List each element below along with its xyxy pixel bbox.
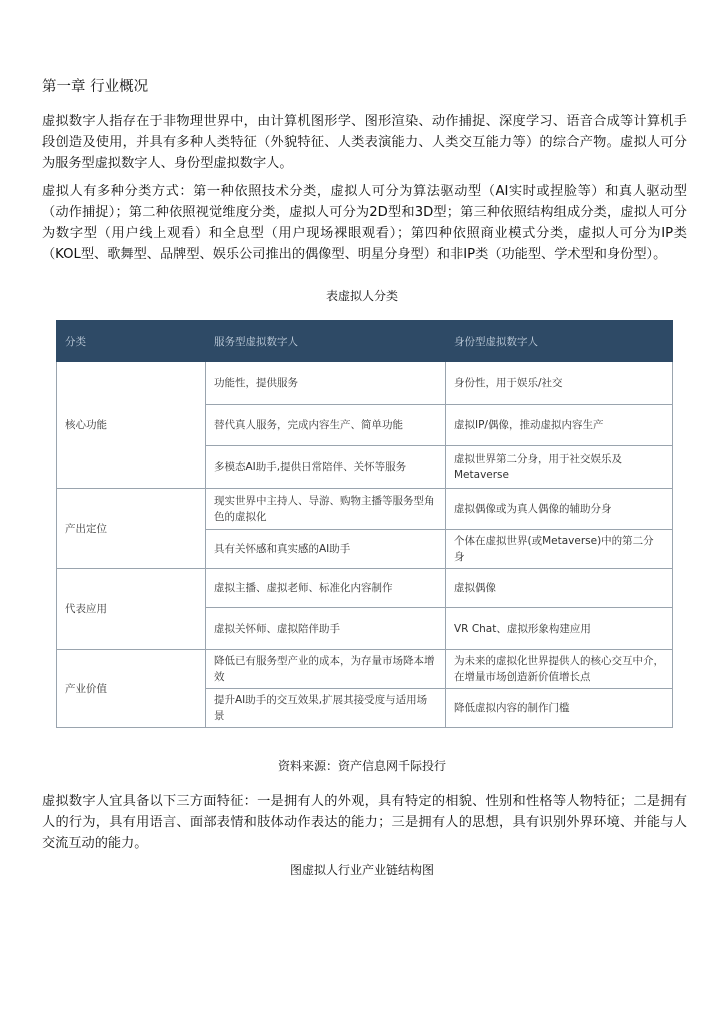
table-cell: 替代真人服务，完成内容生产、简单功能 bbox=[206, 405, 446, 446]
table-cell: 降低虚拟内容的制作门槛 bbox=[446, 689, 673, 728]
table-header-identity: 身份型虚拟数字人 bbox=[446, 321, 673, 362]
table-cell: 身份性，用于娱乐/社交 bbox=[446, 362, 673, 405]
table-cell: 提升AI助手的交互效果,扩展其接受度与适用场景 bbox=[206, 689, 446, 728]
table-cell: 虚拟IP/偶像，推动虚拟内容生产 bbox=[446, 405, 673, 446]
table-cell: 虚拟关怀师、虚拟陪伴助手 bbox=[206, 608, 446, 650]
chapter-title: 第一章 行业概况 bbox=[42, 79, 149, 95]
table-cell: 虚拟世界第二分身，用于社交娱乐及Metaverse bbox=[446, 446, 673, 489]
table-header-row bbox=[57, 321, 673, 362]
table-header-service: 服务型虚拟数字人 bbox=[206, 321, 446, 362]
table-row bbox=[57, 569, 673, 608]
table-caption: 表虚拟人分类 bbox=[325, 289, 398, 303]
table-cell: 多模态AI助手,提供日常陪伴、关怀等服务 bbox=[206, 446, 446, 489]
table-row bbox=[57, 489, 673, 530]
paragraph-features: 虚拟数字人宜具备以下三方面特征：一是拥有人的外观，具有特定的相貌、性别和性格等人物特征；二是拥有人的行为，具有用语言、面部表情和肢体动作表达的能力；三是拥有人的思想，具有识别外界环境、并能与人交流互动的能力。 bbox=[42, 794, 687, 851]
table-cell: 虚拟主播、虚拟老师、标准化内容制作 bbox=[206, 569, 446, 608]
table-row bbox=[57, 362, 673, 405]
table-cell: 降低已有服务型产业的成本，为存量市场降本增效 bbox=[206, 650, 446, 689]
paragraph-classification: 虚拟人有多种分类方式：第一种依照技术分类，虚拟人可分为算法驱动型（AI实时或捏脸等）和真人驱动型（动作捕捉）；第二种依照视觉维度分类，虚拟人可分为2D型和3D型；第三种依照结构组成分类，虚拟人可分为数字型（用户线上观看）和全息型（用户现场裸眼观看）；第四种依照商业模式分类，虚拟人可分为IP类（KOL型、歌舞型、品牌型、娱乐公司推出的偶像型、明星分身型）和非IP类（功能型、学术型和身份型）。 bbox=[42, 184, 687, 262]
category-core-function: 核心功能 bbox=[57, 362, 206, 489]
category-positioning: 产出定位 bbox=[57, 489, 206, 569]
figure-caption: 图虚拟人行业产业链结构图 bbox=[289, 863, 434, 877]
classification-table bbox=[56, 320, 673, 728]
table-cell: 个体在虚拟世界(或Metaverse)中的第二分身 bbox=[446, 530, 673, 569]
category-industry-value: 产业价值 bbox=[57, 650, 206, 728]
paragraph-definition: 虚拟数字人指存在于非物理世界中，由计算机图形学、图形渲染、动作捕捉、深度学习、语音合成等计算机手段创造及使用，并具有多种人类特征（外貌特征、人类表演能力、人类交互能力等）的综合产物。虚拟人可分为服务型虚拟数字人、身份型虚拟数字人。 bbox=[42, 114, 687, 171]
table-cell: VR Chat、虚拟形象构建应用 bbox=[446, 608, 673, 650]
table-cell: 虚拟偶像或为真人偶像的辅助分身 bbox=[446, 489, 673, 530]
table-cell: 为未来的虚拟化世界提供人的核心交互中介，在增量市场创造新价值增长点 bbox=[446, 650, 673, 689]
source-note: 资料来源：资产信息网千际投行 bbox=[277, 759, 446, 773]
table-cell: 具有关怀感和真实感的AI助手 bbox=[206, 530, 446, 569]
table-cell: 现实世界中主持人、导游、购物主播等服务型角色的虚拟化 bbox=[206, 489, 446, 530]
table-cell: 虚拟偶像 bbox=[446, 569, 673, 608]
table-row bbox=[57, 650, 673, 689]
category-applications: 代表应用 bbox=[57, 569, 206, 650]
table-header-category: 分类 bbox=[57, 321, 206, 362]
table-cell: 功能性，提供服务 bbox=[206, 362, 446, 405]
